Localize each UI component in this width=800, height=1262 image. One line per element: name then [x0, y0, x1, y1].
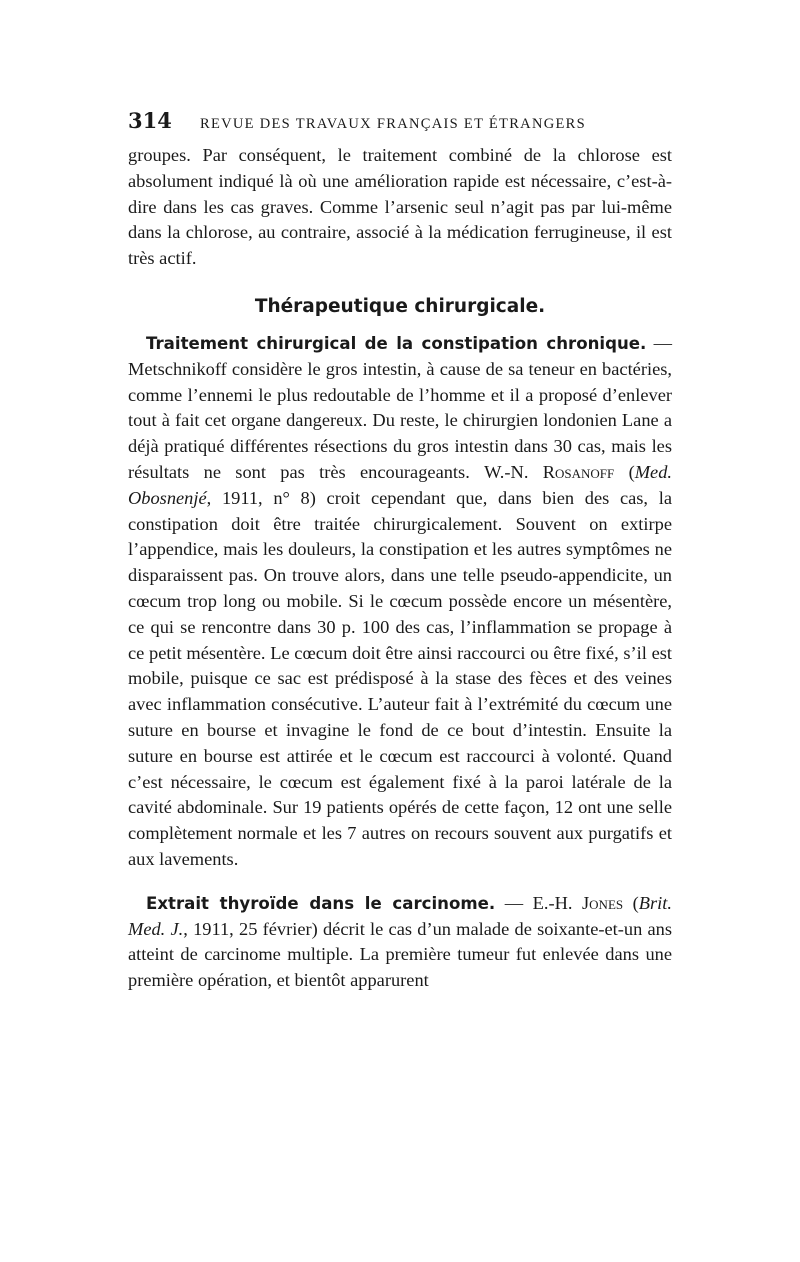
article-body-a: Metschnikoff considère le gros intestin, à cause de sa teneur en bactéries, comme l’ennemi le plus redoutable de l’homme et il a proposé d’enlever tout à fait cet organe dangereux. Du reste, le chirurgien londonien Lane a déjà pratiqué différentes résections du gros intestin dans 30 cas, mais les résultats ne sont pas très encourageants.	[128, 358, 672, 482]
source-open: (	[614, 461, 635, 482]
running-head	[128, 108, 672, 133]
source-details: , 1911, n° 8)	[206, 487, 316, 508]
article-constipation	[128, 331, 672, 873]
page-number: 314	[128, 108, 172, 133]
article-body-b: croit cependant que, dans bien des cas, la constipation doit être traitée chirurgicalement. Souvent on extirpe l’appendice, mais les douleurs, la constipation et les autres symptômes ne disparaissent pas. On trouve alors, dans une telle pseudo-appendicite, un cœcum trop long ou mobile. Si le cœcum possède encore un mésentère, ce qui se rencontre dans 30 p. 100 des cas, l’inflammation se propage à ce petit mésentère. Le cœcum doit être ainsi raccourci ou être fixé, s’il est mobile, puisque ce sac est prédisposé à la stase des fèces et des veines avec inflammation consécutive. L’auteur fait à l’extrémité du cœcum une suture en bourse et invagine le fond de ce bout d’intestin. Ensuite la suture en bourse est attirée et le cœcum est raccourci à volonté. Quand c’est nécessaire, le cœcum est également fixé à la paroi latérale de la cavité abdominale. Sur 19 patients opérés de cette façon, 12 ont une selle complètement normale et les 7 autres on recours souvent aux purgatifs et aux lavements.	[128, 487, 672, 869]
author-name: E.-H. Jones	[532, 892, 624, 913]
article-heading: Traitement chirurgical de la constipation chronique.	[146, 333, 647, 353]
article-thyroid	[128, 891, 672, 994]
author-name: W.-N. Rosanoff	[484, 461, 615, 482]
article-body: décrit le cas d’un malade de soixante-et-un ans atteint de carcinome multiple. La première tumeur fut enlevée dans une première opération, et bientôt apparurent	[128, 918, 673, 991]
article-heading: Extrait thyroïde dans le carcinome.	[146, 893, 496, 913]
source-open: (	[623, 892, 639, 913]
paragraph-continuation: groupes. Par conséquent, le traitement combiné de la chlorose est absolument indiqué là où une amélioration rapide est nécessaire, c’est-à-dire dans les cas graves. Comme l’arsenic seul n’agit pas par lui-même dans la chlorose, au contraire, associé à la médication ferrugineuse, il est très actif.	[128, 145, 672, 269]
source-journal: Brit. Med. J.	[128, 892, 672, 939]
journal-title: REVUE DES TRAVAUX FRANÇAIS ET ÉTRANGERS	[200, 116, 586, 132]
source-details: , 1911, 25 février)	[183, 918, 318, 939]
page	[128, 108, 672, 994]
heading-dash: —	[495, 892, 533, 913]
heading-dash: —	[646, 332, 672, 353]
section-title: Thérapeutique chirurgicale.	[254, 295, 546, 317]
source-journal: Med. Obosnenjé	[128, 461, 672, 508]
